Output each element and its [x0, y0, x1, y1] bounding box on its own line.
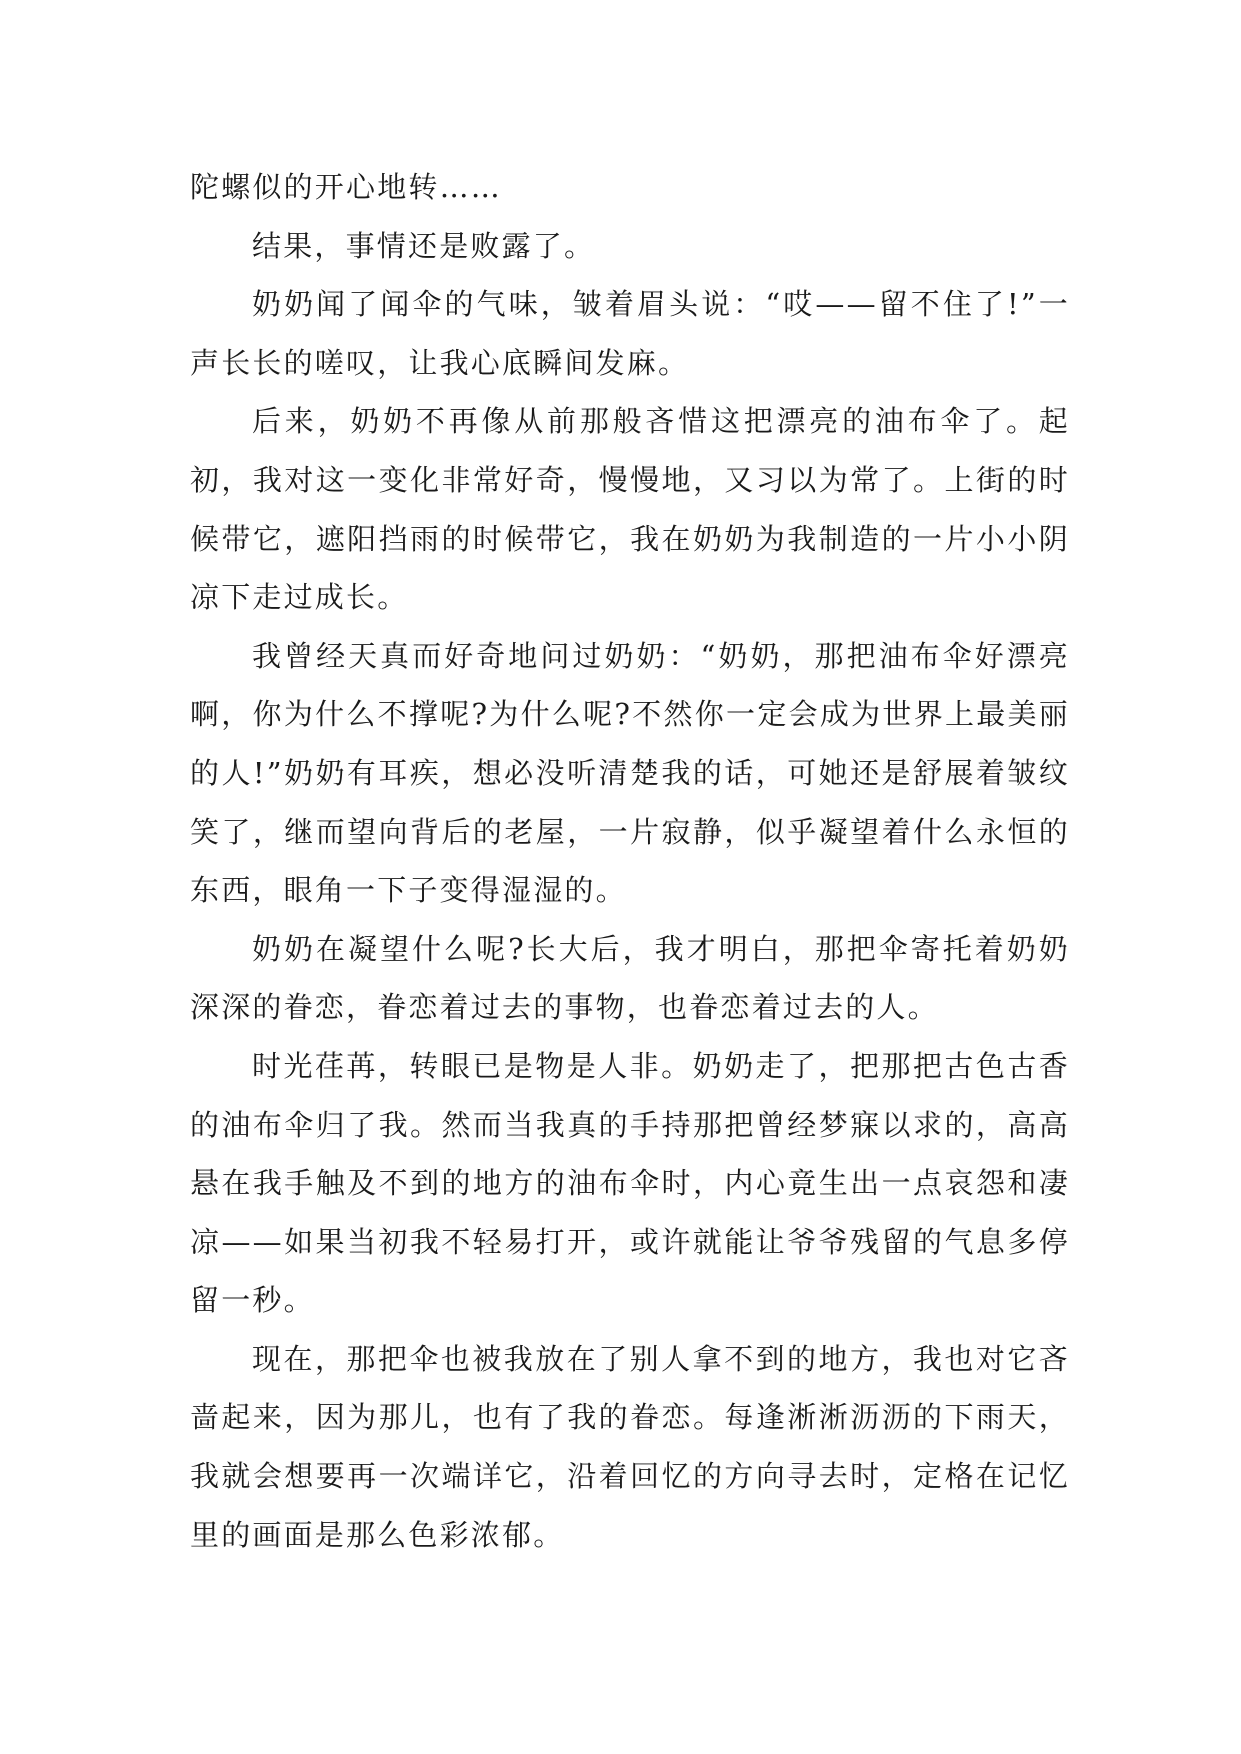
paragraph-8: 现在，那把伞也被我放在了别人拿不到的地方，我也对它吝啬起来，因为那儿，也有了我的眷恋。每逢淅淅沥沥的下雨天，我就会想要再一次端详它，沿着回忆的方向寻去时，定格在记忆里的画面是那么色彩浓郁。 — [190, 1341, 1070, 1552]
paragraph-5: 我曾经天真而好奇地问过奶奶：“奶奶，那把油布伞好漂亮啊，你为什么不撑呢?为什么呢?不然你一定会成为世界上最美丽的人!”奶奶有耳疾，想必没听清楚我的话，可她还是舒展着皱纹笑了，继而望向背后的老屋，一片寂静，似乎凝望着什么永恒的东西，眼角一下子变得湿湿的。 — [190, 638, 1070, 908]
document-body — [190, 158, 1070, 1564]
paragraph-7: 时光荏苒，转眼已是物是人非。奶奶走了，把那把古色古香的油布伞归了我。然而当我真的手持那把曾经梦寐以求的，高高悬在我手触及不到的地方的油布伞时，内心竟生出一点哀怨和凄凉——如果当初我不轻易打开，或许就能让爷爷残留的气息多停留一秒。 — [190, 1048, 1070, 1318]
paragraph-3: 奶奶闻了闻伞的气味，皱着眉头说：“哎——留不住了!”一声长长的嗟叹，让我心底瞬间发麻。 — [190, 287, 1070, 380]
paragraph-1: 陀螺似的开心地转…… — [190, 170, 503, 204]
paragraph-2: 结果，事情还是败露了。 — [252, 228, 596, 263]
paragraph-6: 奶奶在凝望什么呢?长大后，我才明白，那把伞寄托着奶奶深深的眷恋，眷恋着过去的事物，也眷恋着过去的人。 — [190, 931, 1070, 1025]
paragraph-4: 后来，奶奶不再像从前那般吝惜这把漂亮的油布伞了。起初，我对这一变化非常好奇，慢慢地，又习以为常了。上街的时候带它，遮阳挡雨的时候带它，我在奶奶为我制造的一片小小阴凉下走过成长。 — [190, 404, 1070, 615]
